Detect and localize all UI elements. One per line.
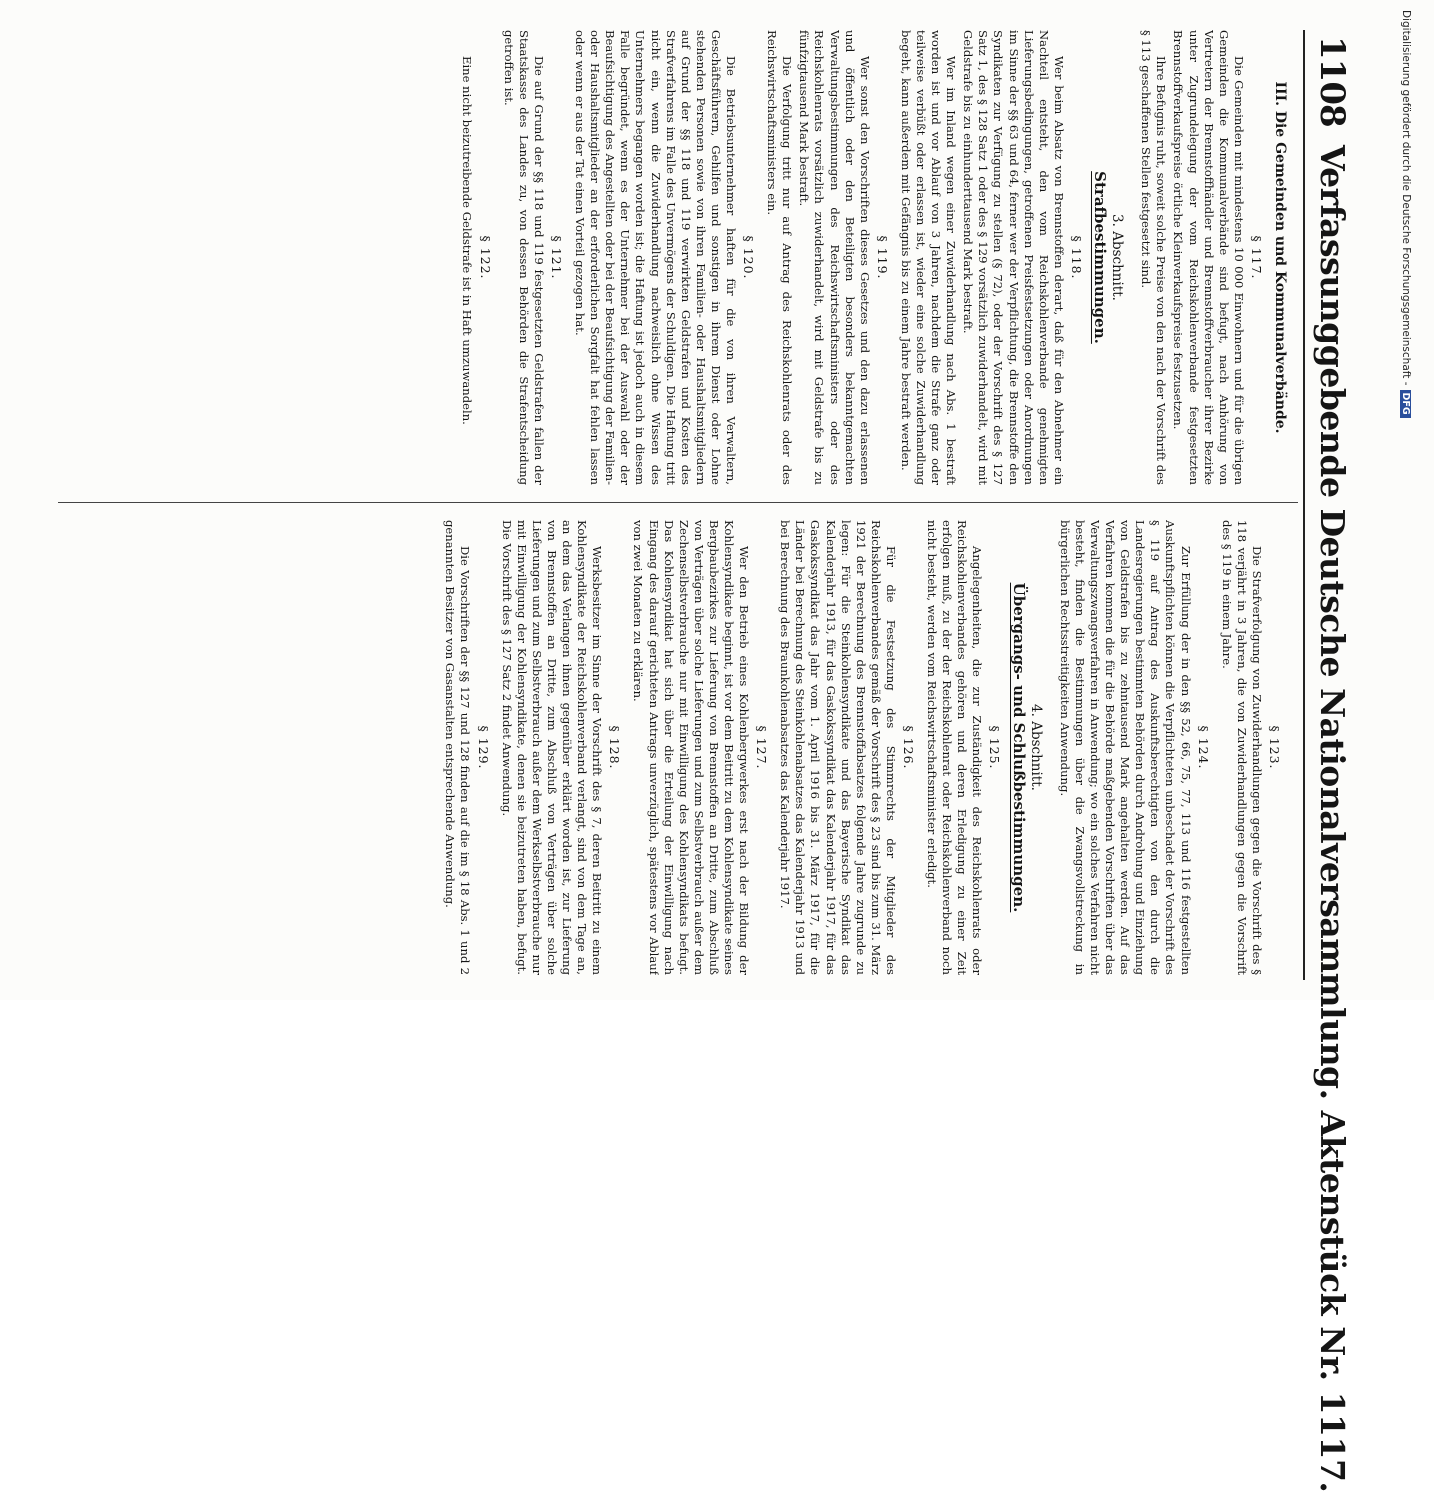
digitization-note: [1400, 10, 1412, 990]
paragraph-text: Angelegenheiten, die zur Zuständigkeit des Reichskohlenrats oder Reichskohlenverbandes gehören und deren Erledigung zu einer Zeit erfolgen muß, zu der der Reichskohlenrat oder Reichskohlenverband noch nicht besteht, werden vom Reichswirtschaftsminister erledigt.: [925, 520, 985, 975]
page-number: 1108: [1312, 36, 1352, 127]
paragraph-number: § 129.: [475, 725, 491, 770]
paragraph-text: Ihre Befugnis ruht, soweit solche Preise von den nach der Vorschrift des § 113 geschaffenen Stellen festgesetzt sind.: [1139, 30, 1169, 485]
rotated-document-page: [50, 30, 1360, 1492]
paragraph-number: § 126.: [901, 725, 917, 770]
dfg-logo: DFG: [1400, 390, 1411, 418]
paragraph-number: § 117.: [1248, 235, 1264, 280]
left-column: [55, 30, 1290, 485]
paragraph-number: § 121.: [548, 235, 564, 280]
paragraph-text: Eine nicht beizutreibende Geldstrafe ist in Haft umzuwandeln.: [460, 56, 475, 425]
section-heading: III. Die Gemeinden und Kommunalverbände.: [1272, 81, 1288, 434]
paragraph-text: Die Vorschriften der §§ 127 und 128 finden auf die im § 18 Abs. 1 und 2 genannten Besitzer von Gasanstalten entsprechende Anwendung.: [443, 520, 473, 975]
chapter-number: 3. Abschnitt.: [1109, 214, 1126, 301]
chapter-title: Übergangs- und Schlußbestimmungen.: [1009, 582, 1028, 913]
paragraph-number: § 123.: [1267, 725, 1282, 770]
right-column: [55, 520, 1290, 975]
chapter-number: 4. Abschnitt.: [1027, 704, 1044, 791]
paragraph-number: § 118.: [1068, 235, 1084, 280]
paragraph-text: Für die Festsetzung des Stimmrechts der Mitglieder des Reichskohlenverbandes gemäß der Vorschrift des § 23 sind bis zum 31. März 1921 der Berechnung des Brennstoffabsatzes folgende Jahre zugrunde zu legen: Für die Steinkohlensyndikate und das Bayerische Syndikat das Kalenderjahr 1913, für das Gaskokssyndikat das Kalenderjahr 1917, für das Gaskokssyndikat das Jahr vom 1. April 1916 bis 31. März 1917, für die Länder bei Berechnung des Steinkohlenabsatzes das Kalenderjahr 1913 und bei Berechnung des Braunkohlenabsatzes das Kalenderjahr 1917.: [778, 520, 898, 975]
paragraph-text: Die Verfolgung tritt nur auf Antrag des Reichskohlenrats oder des Reichswirtschaftsministers ein.: [765, 30, 795, 485]
running-header: [1303, 30, 1360, 1492]
paragraph-number: § 125.: [987, 725, 1003, 770]
paragraph-text: Die Gemeinden mit mindestens 10 000 Einwohnern und für die übrigen Gemeinden die Kommunalverbände sind befugt, nach Anhörung von Vertretern der Brennstoffhändler und Brennstoffverbraucher ihrer Bezirke unter Zugrundelegung der vom Reichskohlenverbande festgesetzten Brennstoffverkaufspreise örtliche Kleinverkaufspreise festzusetzen.: [1171, 30, 1246, 485]
paragraph-text: Wer beim Absatz von Brennstoffen derart, daß für den Abnehmer ein Nachteil entsteht, den vom Reichskohlenverbande genehmigten Lieferungsbedingungen, getroffenen Preisfestsetzungen oder Anordnungen im Sinne der §§ 63 und 64, ferner wer der Verpflichtung, die Brennstoffe den Syndikaten zur Verfügung zu stellen (§ 72), oder der Vorschrift des § 127 Satz 1, des § 128 Satz 1 oder des § 129 vorsätzlich zuwiderhandelt, wird mit Geldstrafe bis zu einhunderttausend Mark bestraft.: [961, 30, 1066, 485]
paragraph-text: Die Betriebsunternehmer haften für die von ihren Verwaltern, Geschäftsführern, Gehilfen und sonstigen in ihrem Dienst oder Lohne stehenden Personen sowie von ihren Familien- oder Haushaltsmitgliedern auf Grund der §§ 118 und 119 verwirkten Geldstrafen und Kosten des Strafverfahrens im Falle des Unvermögens der Schuldigen. Die Haftung tritt nicht ein, wenn die Zuwiderhandlung nachweislich ohne Wissen des Unternehmers begangen worden ist; die Haftung ist jedoch auch in diesem Falle begründet, wenn es der Unternehmer bei der Auswahl oder der Beaufsichtigung des Angestellten oder bei der Beaufsichtigung der Familien- oder Haushaltsmitglieder an der erforderlichen Sorgfalt hat fehlen lassen oder wenn er aus der Tat einen Vorteil gezogen hat.: [573, 30, 738, 485]
running-title: Verfassunggebende Deutsche Nationalversammlung. Aktenstück Nr. 1117.: [1313, 145, 1352, 1492]
paragraph-text: Die auf Grund der §§ 118 und 119 festgesetzten Geldstrafen fallen der Staatskasse des Landes zu, von dessen Behörden die Strafentscheidung getroffen ist.: [501, 30, 546, 485]
paragraph-text: Wer im Inland wegen einer Zuwiderhandlung nach Abs. 1 bestraft worden ist und vor Ablauf von 3 Jahren, nachdem die Strafe ganz oder teilweise verbüßt oder erlassen ist, wieder eine solche Zuwiderhandlung begeht, kann außerdem mit Gefängnis bis zu einem Jahre bestraft werden.: [898, 30, 959, 485]
paragraph-number: § 122.: [477, 235, 493, 280]
column-divider: [58, 502, 1298, 503]
paragraph-number: § 127.: [754, 725, 770, 770]
paragraph-text: Zur Erfüllung der in den §§ 52, 66, 75, 77, 113 und 116 festgestellten Auskunftspflichten können die Verpflichteten unbeschadet der Vorschrift des § 119 auf Antrag des Auskunftsberechtigten von den durch die Landesregierungen bestimmten Behörden durch Androhung und Einziehung von Geldstrafen bis zu zehntausend Mark angehalten werden. Auf das Verfahren kommen die für die Behörde maßgebenden Vorschriften über das Verwaltungszwangsverfahren in Anwendung; wo ein solches Verfahren nicht besteht, finden die Bestimmungen über die Zwangsvollstreckung in bürgerlichen Rechtsstreitigkeiten Anwendung.: [1057, 520, 1193, 975]
paragraph-number: § 128.: [607, 725, 623, 770]
paragraph-text: Wer den Betrieb eines Kohlenbergwerkes erst nach der Bildung der Kohlensyndikate beginnt, ist vor dem Beitritt zu dem Kohlensyndikate seines Bergbaubezirkes zur Lieferung von Brennstoffen an Dritte, zum Abschluß von Verträgen über solche Lieferungen und zum Selbstverbrauch außer dem Zechenselbstverbrauche nur mit Einwilligung des Kohlensyndikats befugt. Das Kohlensyndikat hat sich über die Erteilung der Einwilligung nach Eingang des darauf gerichteten Antrags unverzüglich, spätestens vor Ablauf von zwei Monaten zu erklären.: [631, 520, 752, 975]
paragraph-text: Wer sonst den Vorschriften dieses Gesetzes und den dazu erlassenen und öffentlich oder den Beteiligten besonders bekanntgemachten Verwaltungsbestimmungen des Reichswirtschaftsministers oder des Reichskohlenrats vorsätzlich zuwiderhandelt, wird mit Geldstrafe bis zu fünfzigtausend Mark bestraft.: [797, 30, 872, 485]
paragraph-text: Die Strafverfolgung von Zuwiderhandlungen gegen die Vorschrift des § 118 verjährt in 3 Jahren, die von Zuwiderhandlungen gegen die Vorschrift des § 119 in einem Jahre.: [1219, 520, 1264, 975]
chapter-title: Strafbestimmungen.: [1091, 171, 1110, 344]
paragraph-text: Werksbesitzer im Sinne der Vorschrift des § 7, deren Beitritt zu einem Kohlensyndikate der Reichskohlenverband verlangt, sind von dem Tage an, an dem das Verlangen ihnen gegenüber erklärt worden ist, zur Lieferung von Brennstoffen an Dritte, zum Abschluß von Verträgen über solche Lieferungen und zum Selbstverbrauch außer dem Werkselbstverbrauche nur mit Einwilligung der Kohlensyndikate, denen sie beizutreten haben, befugt. Die Vorschrift des § 127 Satz 2 findet Anwendung.: [499, 520, 605, 975]
paragraph-number: § 120.: [741, 235, 757, 280]
digitization-text: Digitalisierung gefördert durch die Deutsche Forschungsgemeinschaft -: [1400, 10, 1412, 386]
paragraph-number: § 119.: [874, 235, 890, 280]
paragraph-number: § 124.: [1195, 725, 1211, 770]
